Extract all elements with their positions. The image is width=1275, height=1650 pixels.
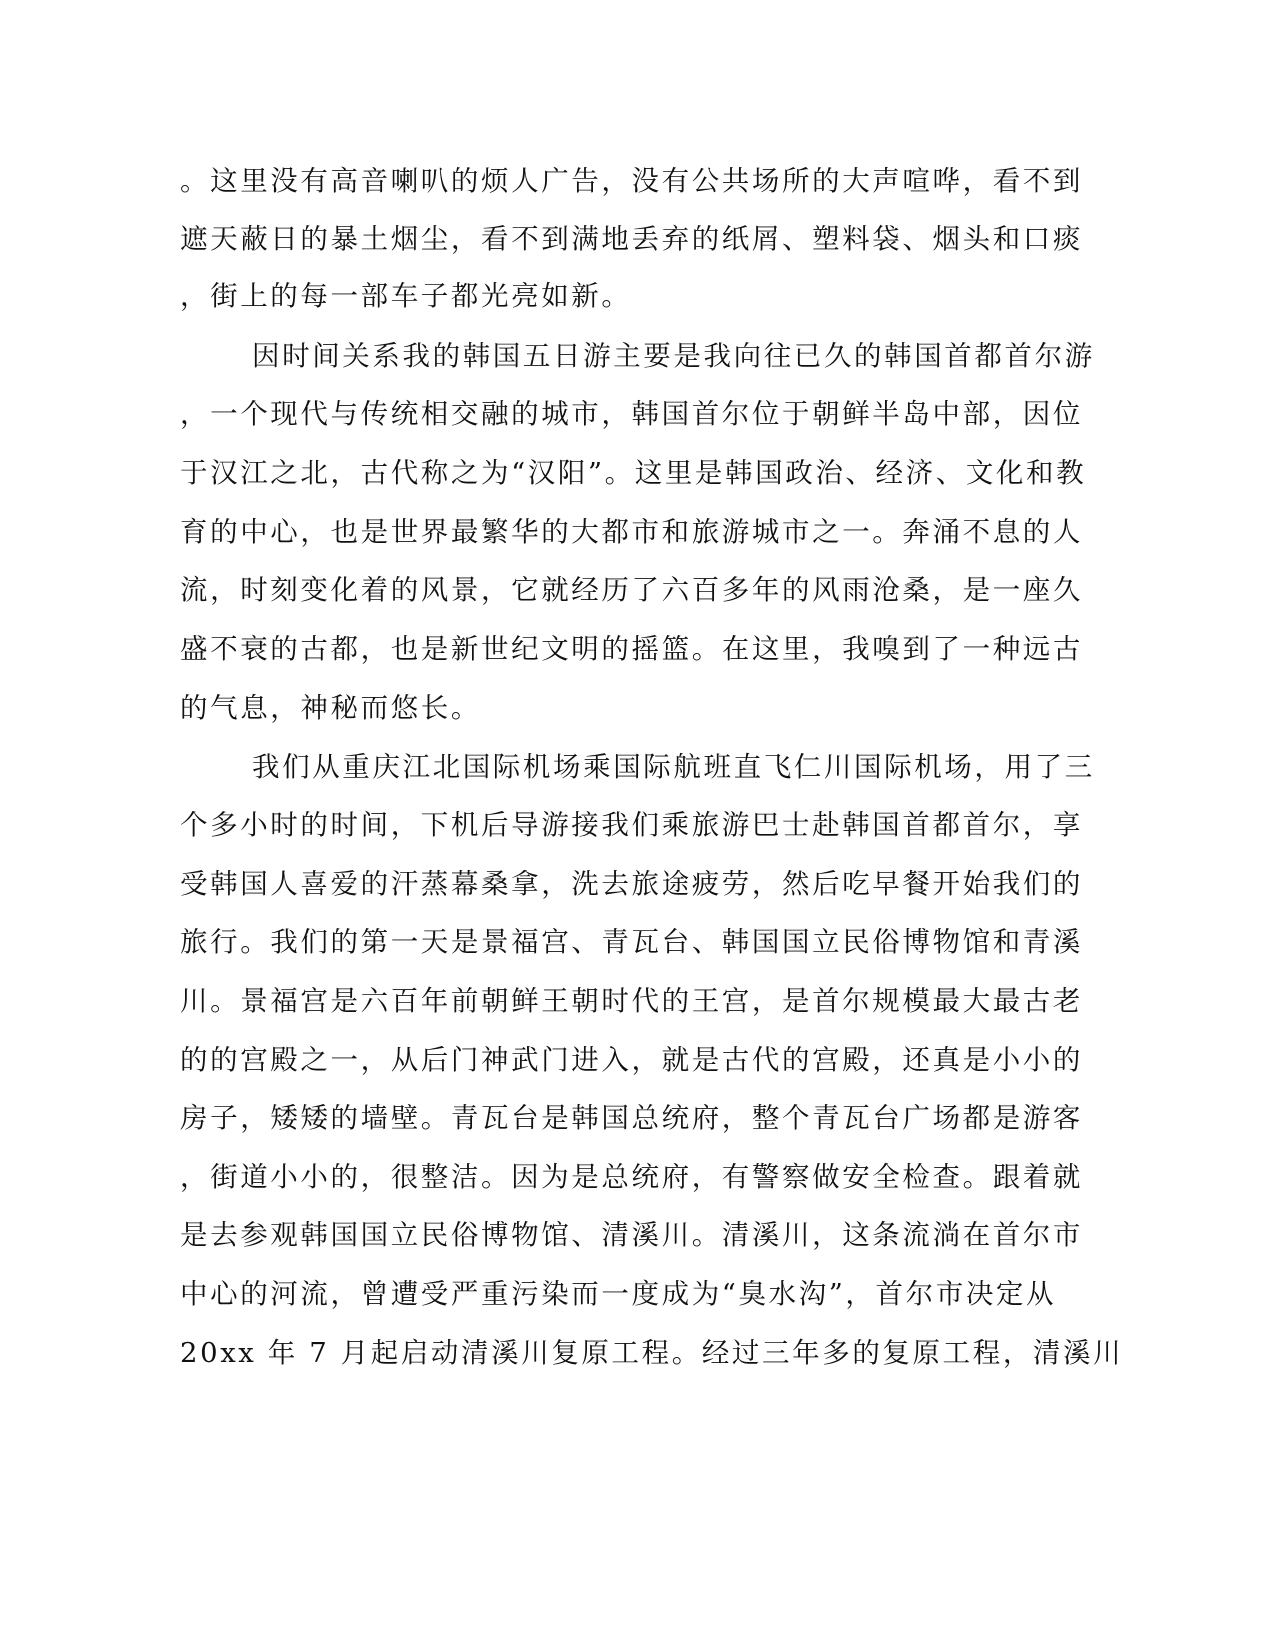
paragraph-2-line-2: ，一个现代与传统相交融的城市，韩国首尔位于朝鲜半岛中部，因位 xyxy=(180,398,1083,430)
paragraph-3-line-7: 房子，矮矮的墙壁。青瓦台是韩国总统府，整个青瓦台广场都是游客 xyxy=(180,1102,1083,1134)
paragraph-1-line-3: ，街上的每一部车子都光亮如新。 xyxy=(180,280,632,312)
paragraph-3-line-6: 的的宫殿之一，从后门神武门进入，就是古代的宫殿，还真是小小的 xyxy=(180,1044,1083,1076)
paragraph-1-line-1: 。这里没有高音喇叭的烦人广告，没有公共场所的大声喧哗，看不到 xyxy=(180,165,1083,197)
paragraph-3-line-3: 受韩国人喜爱的汗蒸幕桑拿，洗去旅途疲劳，然后吃早餐开始我们的 xyxy=(180,868,1083,900)
paragraph-2-line-7: 的气息，神秘而悠长。 xyxy=(180,692,481,724)
paragraph-2-line-3: 于汉江之北，古代称之为“汉阳”。这里是韩国政治、经济、文化和教 xyxy=(180,457,1087,489)
paragraph-3-line-2: 个多小时的时间，下机后导游接我们乘旅游巴士赴韩国首都首尔，享 xyxy=(180,809,1083,841)
paragraph-3-line-11: 20xx 年 7 月起启动清溪川复原工程。经过三年多的复原工程，清溪川 xyxy=(180,1337,1124,1369)
paragraph-3-line-4: 旅行。我们的第一天是景福宫、青瓦台、韩国国立民俗博物馆和青溪 xyxy=(180,926,1083,958)
paragraph-3-line-10: 中心的河流，曾遭受严重污染而一度成为“臭水沟”，首尔市决定从 xyxy=(180,1278,1057,1310)
paragraph-2-line-4: 育的中心，也是世界最繁华的大都市和旅游城市之一。奔涌不息的人 xyxy=(180,516,1083,548)
paragraph-3-line-5: 川。景福宫是六百年前朝鲜王朝时代的王宫，是首尔规模最大最古老 xyxy=(180,985,1083,1017)
paragraph-2-line-6: 盛不衰的古都，也是新世纪文明的摇篮。在这里，我嗅到了一种远古 xyxy=(180,633,1083,665)
paragraph-2-line-5: 流，时刻变化着的风景，它就经历了六百多年的风雨沧桑，是一座久 xyxy=(180,574,1083,606)
paragraph-3-line-1: 我们从重庆江北国际机场乘国际航班直飞仁川国际机场，用了三 xyxy=(252,751,1095,783)
paragraph-2-line-1: 因时间关系我的韩国五日游主要是我向往已久的韩国首都首尔游 xyxy=(252,340,1095,372)
paragraph-1-line-2: 遮天蔽日的暴土烟尘，看不到满地丢弃的纸屑、塑料袋、烟头和口痰 xyxy=(180,223,1083,255)
paragraph-3-line-9: 是去参观韩国国立民俗博物馆、清溪川。清溪川，这条流淌在首尔市 xyxy=(180,1219,1083,1251)
paragraph-3-line-8: ，街道小小的，很整洁。因为是总统府，有警察做安全检查。跟着就 xyxy=(180,1161,1083,1193)
